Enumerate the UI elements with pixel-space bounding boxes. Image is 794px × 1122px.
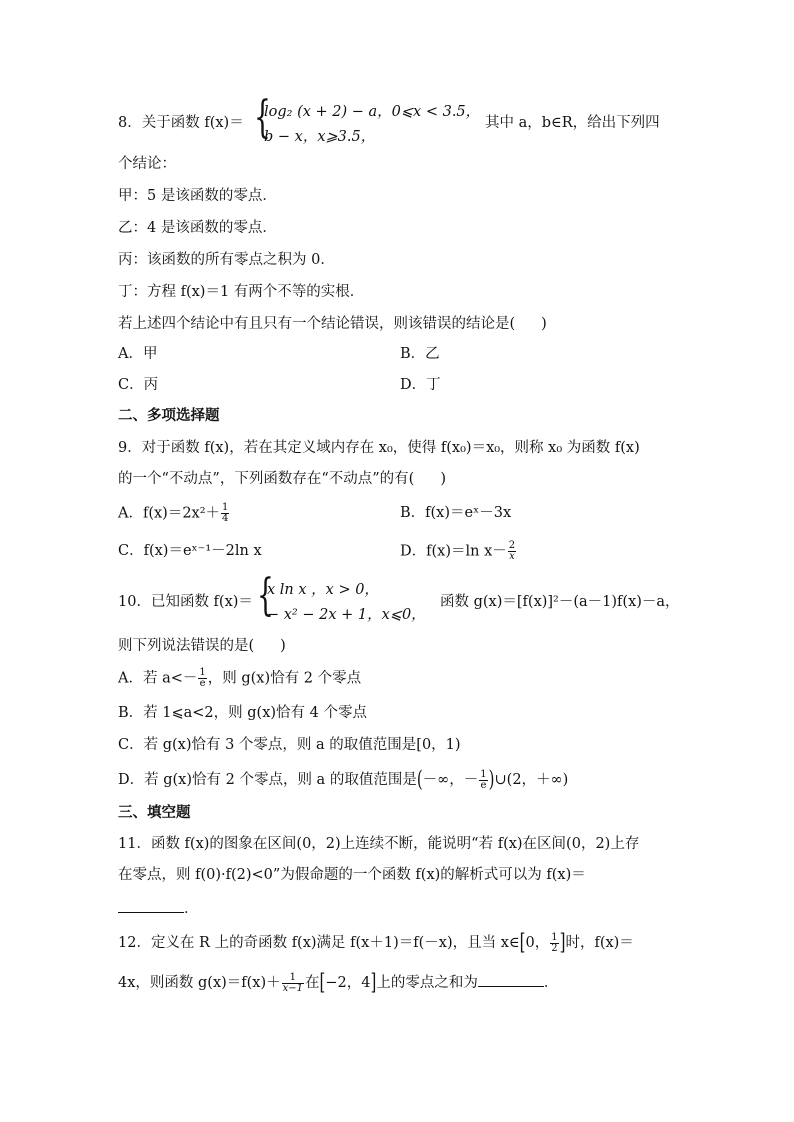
q8-case2: b − x，x⩾3.5， (264, 129, 376, 145)
fraction-numerator: 2 (508, 540, 516, 551)
left-bracket: [ (519, 928, 526, 956)
q10-prefix: 10．已知函数 f(x)＝ (118, 594, 253, 610)
q10-suffix: 函数 g(x)＝[f(x)]²－(a－1)f(x)－a， (440, 594, 680, 610)
q10-option-a-post: ，则 g(x)恰有 2 个零点 (207, 670, 362, 687)
q9-line2-text: 的一个“不动点”，下列函数存在“不动点”的有( (118, 471, 415, 487)
q12-interval-fraction (550, 933, 558, 954)
q9-line1: 9．对于函数 f(x)，若在其定义域内存在 x₀，使得 f(x₀)＝x₀，则称 x₀ 为函数 f(x) (118, 440, 640, 456)
q10-line2 (118, 636, 286, 656)
q9-option-a-fraction (221, 503, 229, 524)
fraction-denominator: 4 (222, 513, 229, 524)
q11-line3-end: ． (184, 901, 199, 917)
q10-option-d-mid: －∞，－ (422, 772, 479, 788)
q10-brace: { (257, 570, 274, 621)
q8-question (118, 314, 547, 334)
q12-line2 (118, 968, 559, 996)
q8-case1: log₂ (x + 2) − a，0⩽x < 3.5， (264, 104, 481, 120)
q8-item-bing: 丙：该函数的所有零点之积为 0． (118, 252, 335, 268)
fraction-denominator: 2 (551, 942, 558, 954)
q11-line3 (118, 898, 199, 919)
q10-option-a-fraction (198, 668, 206, 689)
q10-option-a[interactable] (118, 668, 361, 689)
q9-option-c[interactable]: C．f(x)＝eˣ⁻¹－2ln x (118, 543, 262, 559)
q9-option-b[interactable]: B．f(x)＝eˣ－3x (400, 505, 512, 521)
q12-line2-pre: 4x，则函数 g(x)＝f(x)＋ (118, 975, 281, 991)
q9-option-d-text: D．f(x)＝ln x－ (400, 543, 507, 560)
q12-line2-end: ． (543, 975, 559, 991)
right-paren: ) (488, 765, 495, 793)
q8-option-a[interactable]: A．甲 (118, 346, 158, 362)
answer-blank[interactable] (118, 898, 184, 913)
fraction-numerator: 1 (222, 502, 229, 513)
q8-option-b[interactable]: B．乙 (400, 346, 440, 362)
q8-question-end: ) (541, 316, 547, 332)
q8-question-text: 若上述四个结论中有且只有一个结论错误，则该错误的结论是( (118, 316, 516, 332)
q9-option-d-fraction (508, 541, 516, 562)
q10-option-a-pre: A．若 a<－ (118, 670, 198, 687)
q10-option-d-post: ∪(2，＋∞) (494, 772, 569, 788)
q8-line2: 个结论： (118, 156, 176, 172)
q11-line2: 在零点，则 f(0)·f(2)<0”为假命题的一个函数 f(x)的解析式可以为 f(x)＝ (118, 867, 586, 883)
left-paren: ( (416, 765, 423, 793)
q8-option-c[interactable]: C．丙 (118, 377, 159, 393)
fraction-numerator: 1 (199, 667, 206, 678)
q9-option-d[interactable] (400, 541, 517, 562)
right-bracket: ] (370, 968, 377, 996)
q9-line2-end: ) (440, 471, 446, 487)
q10-line2-end: ) (280, 638, 286, 654)
q12-line2-fraction (282, 973, 304, 994)
q8-item-jia: 甲：5 是该函数的零点． (118, 188, 277, 204)
q12-line2-interval: −2，4 (325, 975, 371, 991)
q12-line1 (118, 928, 634, 956)
q12-line2-mid: 在 (305, 975, 320, 991)
fraction-numerator: 1 (480, 768, 487, 780)
section3-title: 三、填空题 (118, 805, 191, 821)
q8-option-d[interactable]: D．丁 (400, 377, 441, 393)
fraction-denominator: x−1 (282, 982, 304, 994)
q8-suffix: 其中 a，b∈R，给出下列四 (485, 115, 660, 131)
q12-line1-post: 时，f(x)＝ (565, 935, 634, 951)
q10-option-c[interactable]: C．若 g(x)恰有 3 个零点，则 a 的取值范围是[0，1) (118, 737, 461, 753)
right-bracket: ] (559, 928, 566, 956)
q10-option-d-fraction (479, 770, 487, 791)
q12-line2-post: 上的零点之和为 (376, 975, 478, 991)
q8-item-yi: 乙：4 是该函数的零点． (118, 220, 277, 236)
q11-line1: 11．函数 f(x)的图象在区间(0，2)上连续不断，能说明“若 f(x)在区间(0，2)上存 (118, 836, 640, 852)
fraction-denominator: e (199, 678, 206, 689)
q9-line2 (118, 469, 446, 489)
q9-option-a-text: A．f(x)＝2x²＋ (118, 505, 221, 522)
q10-option-d[interactable] (118, 765, 569, 793)
fraction-numerator: 1 (551, 931, 558, 943)
q10-case2: − x² − 2x + 1，x⩽0， (267, 607, 426, 623)
q10-line2-text: 则下列说法错误的是( (118, 638, 255, 654)
q10-case1: x ln x ，x > 0， (267, 582, 379, 598)
q8-brace: { (254, 92, 271, 143)
q10-option-d-pre: D．若 g(x)恰有 2 个零点，则 a 的取值范围是 (118, 772, 417, 788)
q9-option-a[interactable] (118, 503, 230, 524)
q8-item-ding: 丁：方程 f(x)＝1 有两个不等的实根． (118, 284, 365, 300)
q8-prefix: 8．关于函数 f(x)＝ (118, 115, 244, 131)
section2-title: 二、多项选择题 (118, 408, 220, 424)
fraction-denominator: x (509, 551, 515, 562)
fraction-numerator: 1 (282, 973, 304, 984)
q12-line1-pre: 12．定义在 R 上的奇函数 f(x)满足 f(x＋1)＝f(－x)，且当 x∈ (118, 935, 520, 951)
q10-option-b[interactable]: B．若 1⩽a<2，则 g(x)恰有 4 个零点 (118, 705, 367, 721)
left-bracket: [ (319, 968, 326, 996)
q12-interval-pre: 0， (525, 935, 550, 951)
answer-blank[interactable] (478, 972, 544, 987)
fraction-denominator: e (480, 779, 487, 791)
